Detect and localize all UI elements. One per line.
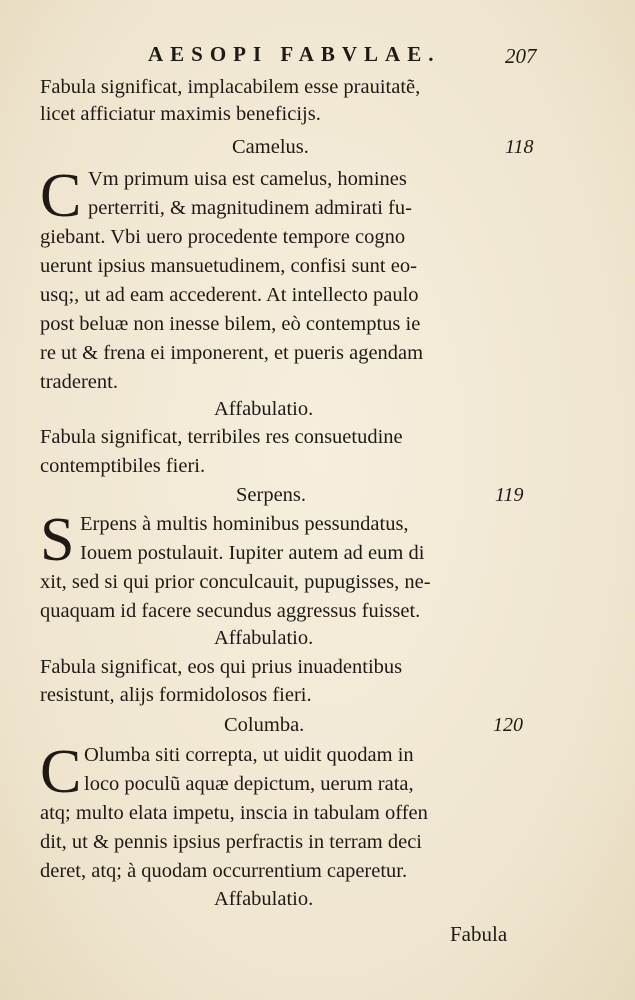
drop-initial: C [40,162,82,230]
fable-title: Columba. [224,714,305,736]
text-line: traderent. [40,371,118,393]
text-line: licet afficiatur maximis beneficijs. [40,103,321,125]
text-line: Vm primum uisa est camelus, homines [88,168,407,190]
catchword: Fabula [450,922,508,946]
affabulatio-heading: Affabulatio. [214,627,314,649]
text-line: loco poculũ aquæ depictum, uerum rata, [84,773,414,795]
text-line: Fabula significat, eos qui prius inuadentibus [40,656,403,678]
fable-title: Camelus. [232,136,309,158]
fable-title: Serpens. [236,484,307,506]
text-line: uerunt ipsius mansuetudinem, confisi sunt eo- [40,255,417,277]
text-line: giebant. Vbi uero procedente tempore cogno [40,226,406,248]
text-line: resistunt, alijs formidolosos fieri. [40,684,312,706]
text-line: xit, sed si qui prior conculcauit, pupugisses, ne- [40,571,431,593]
text-line: quaquam id facere secundus aggressus fuisset. [40,600,421,622]
text-line: Erpens à multis hominibus pessundatus, [80,513,409,535]
drop-initial: S [40,506,75,574]
text-line: perterriti, & magnitudinem admirati fu- [88,197,412,219]
text-line: Fabula significat, implacabilem esse prauitatẽ, [40,76,421,98]
text-line: Iouem postulauit. Iupiter autem ad eum di [80,542,425,564]
text-line: dit, ut & pennis ipsius perfractis in terram deci [40,831,423,853]
fable-number: 118 [505,136,534,158]
affabulatio-heading: Affabulatio. [214,398,314,420]
text-line: Fabula significat, terribiles res consuetudine [40,426,403,448]
text-line: re ut & frena ei imponerent, et pueris agendam [40,342,424,364]
fable-number: 119 [495,484,524,506]
text-line: post beluæ non inesse bilem, eò contemptus ie [40,313,421,335]
running-title: AESOPI FABVLAE. [148,42,441,66]
text-line: deret, atq; à quodam occurrentium caperetur. [40,860,408,882]
drop-initial: C [40,738,82,806]
text-line: Olumba siti correpta, ut uidit quodam in [84,744,414,766]
affabulatio-heading: Affabulatio. [214,888,314,910]
text-line: usq;, ut ad eam accederent. At intellecto paulo [40,284,419,306]
page-number: 207 [505,44,537,68]
text-line: contemptibiles fieri. [40,455,206,477]
text-line: atq; multo elata impetu, inscia in tabulam offen [40,802,428,824]
fable-number: 120 [493,714,523,736]
